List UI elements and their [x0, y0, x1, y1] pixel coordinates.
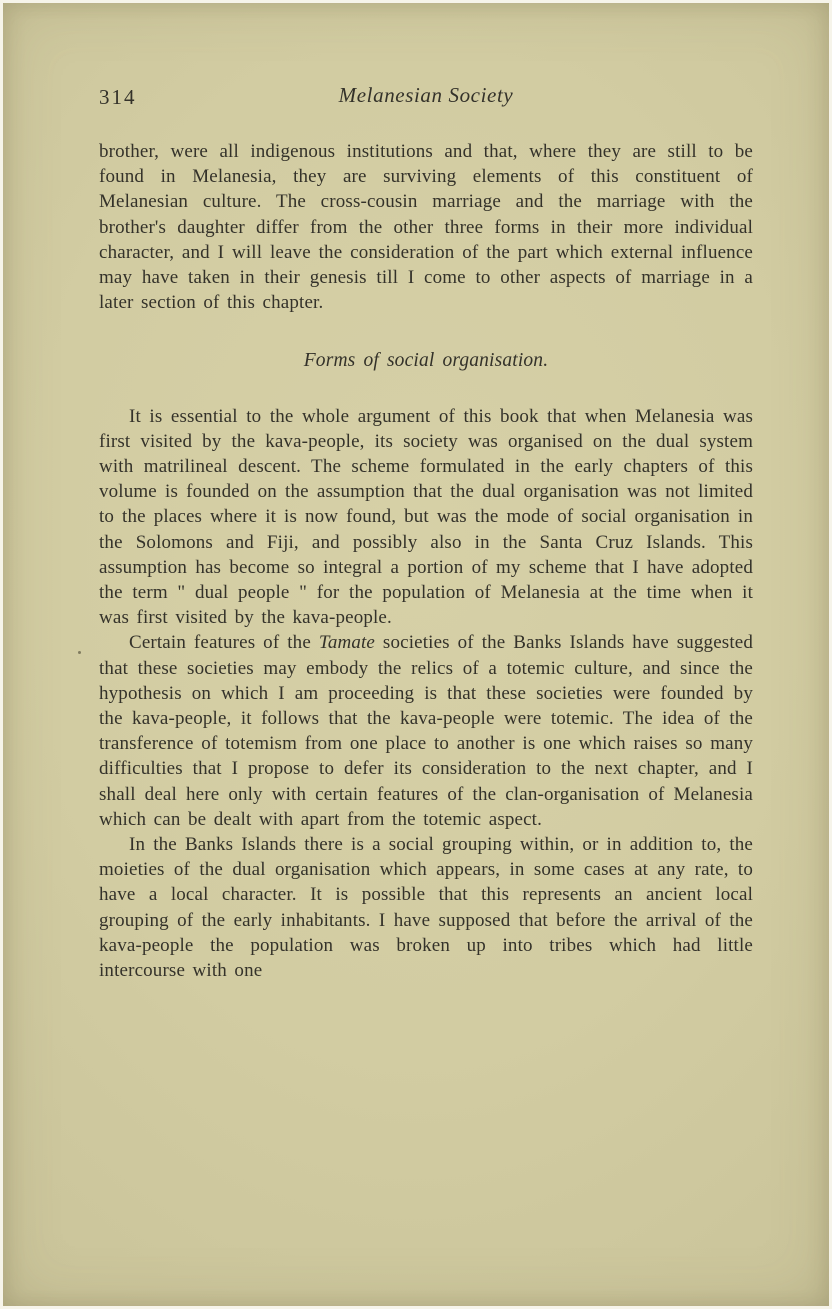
running-title: Melanesian Society [338, 83, 514, 107]
italic-term: Tamate [318, 632, 375, 654]
paragraph [99, 404, 753, 631]
text-segment: Certain features of the [129, 632, 319, 654]
text-segment: brother, were all indigenous institutions and that, where they are still to be found in Melanesia, they are surviving elements of this constituent of Melanesian culture. The cross-cousin marriage and the marriage with the brother's daughter differ from the other three forms in their more individual character, and I will leave the consideration of the part which external influence may have taken in their genesis till I come to other aspects of marriage in a later section of this chapter. [99, 141, 753, 314]
text-segment: It is essential to the whole argument of this book that when Melanesia was first visited by the kava-people, its society was organised on the dual system with matrilineal descent. The scheme formulated in the early chapters of this volume is founded on the assumption that the dual organisation was not limited to the places where it is now found, but was the mode of social organisation in the Solomons and Fiji, and possibly also in the Santa Cruz Islands. This assumption has become so integral a portion of my scheme that I have adopted the term " dual people " for the population of Melanesia at the time when it was first visited by the kava-people. [99, 405, 753, 629]
paragraph [99, 139, 753, 315]
text-segment: In the Banks Islands there is a social grouping within, or in addition to, the moieties of the dual organisation which appears, in some cases at any rate, to have a local character. It is possible that this represents an ancient local grouping of the early inhabitants. I have supposed that before the arrival of the kava-people the population was broken up into tribes which had little intercourse with one [99, 834, 753, 982]
text-segment: societies of the Banks Islands have suggested that these societies may embody the relics of a totemic culture, and since the hypothesis on which I am proceeding is that these societies were founded by the kava-people, it follows that the kava-people were totemic. The idea of the transference of totemism from one place to another is one which raises so many difficulties that I propose to defer its consideration to the next chapter, and I shall deal here only with certain features of the clan-organisation of Melanesia which can be dealt with apart from the totemic aspect. [99, 632, 753, 830]
book-page [3, 3, 829, 1306]
page-body [99, 139, 753, 983]
paragraph [99, 832, 753, 983]
page-number: 314 [99, 85, 137, 109]
paragraph [99, 630, 753, 832]
running-header [99, 83, 753, 115]
text-block [99, 83, 753, 983]
ink-speck [78, 651, 81, 654]
section-heading: Forms of social organisation. [303, 350, 549, 372]
